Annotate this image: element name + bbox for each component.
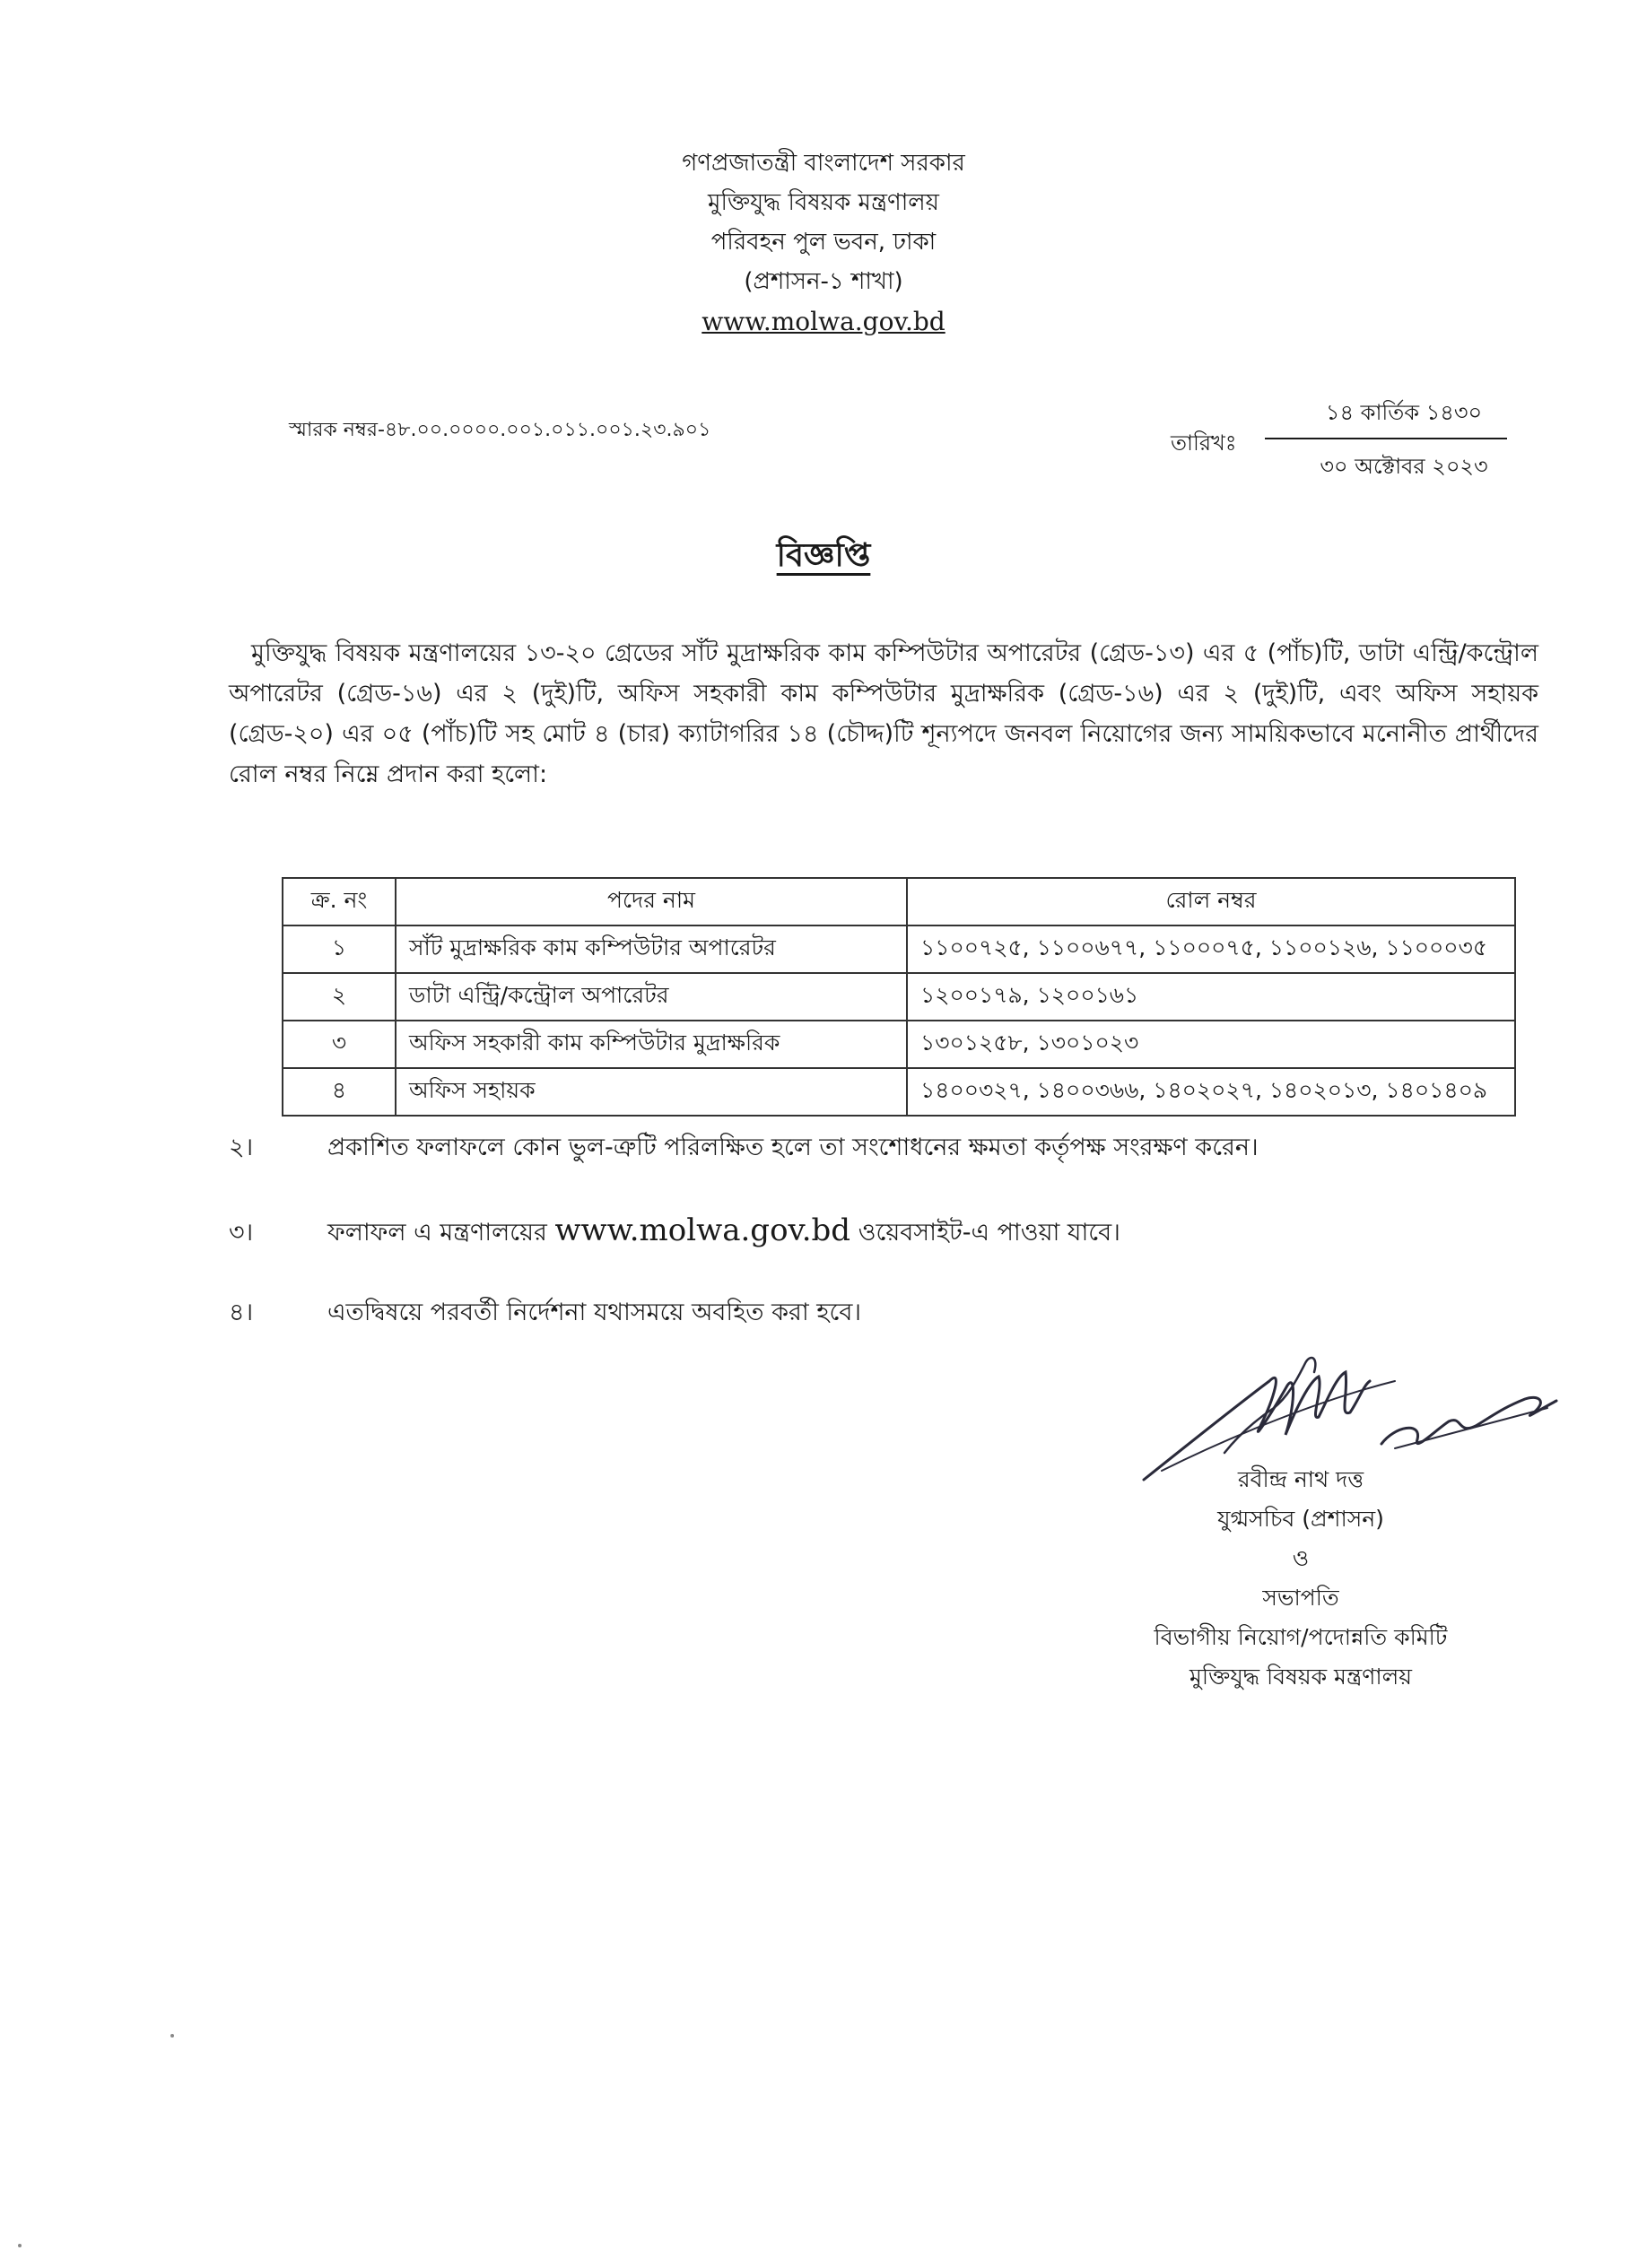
letterhead [0,143,1647,343]
govt-name: গণপ্রজাতন্ত্রী বাংলাদেশ সরকার [682,150,965,177]
header-post: পদের নাম [396,878,907,925]
scan-speck [170,2034,174,2038]
results-table [282,877,1516,1117]
table-header-row [283,878,1515,925]
row-rolls: ১২০০১৭৯, ১২০০১৬১ [907,973,1515,1021]
row-serial: ২ [283,973,396,1021]
scan-speck [18,2244,22,2247]
date-bangla: ১৪ কার্তিক ১৪৩০ [1325,400,1483,425]
row-post: অফিস সহকারী কাম কম্পিউটার মুদ্রাক্ষরিক [396,1021,907,1068]
point-text-before: ফলাফল এ মন্ত্রণালয়ের [327,1219,547,1247]
point-number: ৩। [229,1219,254,1247]
website-link[interactable]: www.molwa.gov.bd [554,1212,851,1248]
row-rolls: ১৪০০৩২৭, ১৪০০৩৬৬, ১৪০২০২৭, ১৪০২০১৩, ১৪০১৪০৯ [907,1068,1515,1116]
header-website-link[interactable]: www.molwa.gov.bd [702,307,946,336]
row-serial: ৩ [283,1021,396,1068]
signatory-block [1112,1460,1489,1697]
date-english: ৩০ অক্টোবর ২০২৩ [1320,454,1488,479]
point-number: ৪। [229,1299,254,1326]
point-text: প্রকাশিত ফলাফলে কোন ভুল-ত্রুটি পরিলক্ষিত হলে তা সংশোধনের ক্ষমতা কর্তৃপক্ষ সংরক্ষণ করেন। [327,1134,1259,1161]
notice-title-text: বিজ্ঞপ্তি [776,537,871,574]
point-3 [229,1211,1120,1253]
point-text: এতদ্বিষয়ে পরবর্তী নির্দেশনা যথাসময়ে অবহিত করা হবে। [327,1299,862,1326]
table-row [283,973,1515,1021]
row-serial: ৪ [283,1068,396,1116]
point-number: ২। [229,1134,254,1161]
row-serial: ১ [283,925,396,973]
row-rolls: ১১০০৭২৫, ১১০০৬৭৭, ১১০০০৭৫, ১১০০১২৬, ১১০০০৩৫ [907,925,1515,973]
point-text-after: ওয়েবসাইট-এ পাওয়া যাবে। [858,1219,1120,1247]
office-address: পরিবহন পুল ভবন, ঢাকা [710,229,937,256]
header-serial: ক্র. নং [283,878,396,925]
ministry-name: মুক্তিযুদ্ধ বিষয়ক মন্ত্রণালয় [708,189,939,216]
header-roll: রোল নম্বর [907,878,1515,925]
signatory-committee: বিভাগীয় নিয়োগ/পদোন্নতি কমিটি [1154,1624,1448,1650]
table-row [283,1021,1515,1068]
branch-name: (প্রশাসন-১ শাখা) [744,268,903,295]
row-rolls: ১৩০১২৫৮, ১৩০১০২৩ [907,1021,1515,1068]
row-post: অফিস সহায়ক [396,1068,907,1116]
signatory-role: সভাপতি [1262,1585,1339,1611]
table-row [283,1068,1515,1116]
point-2 [229,1128,1259,1168]
date-label: তারিখঃ [1171,430,1237,456]
signatory-name: রবীন্দ্র নাথ দত্ত [1237,1466,1364,1492]
signatory-designation: যুগ্মসচিব (প্রশাসন) [1217,1506,1384,1532]
date-values [1265,395,1507,484]
signatory-conjunction: ও [1292,1545,1310,1571]
table-row [283,925,1515,973]
row-post: সাঁট মুদ্রাক্ষরিক কাম কম্পিউটার অপারেটর [396,925,907,973]
point-4 [229,1293,861,1333]
memo-number: স্মারক নম্বর-৪৮.০০.০০০০.০০১.০১১.০০১.২৩.৯০১ [289,419,711,441]
row-post: ডাটা এন্ট্রি/কন্ট্রোল অপারেটর [396,973,907,1021]
signatory-ministry: মুক্তিযুদ্ধ বিষয়ক মন্ত্রণালয় [1190,1664,1412,1690]
date-divider [1265,438,1507,439]
notice-body: মুক্তিযুদ্ধ বিষয়ক মন্ত্রণালয়ের ১৩-২০ গ্রেডের সাঁট মুদ্রাক্ষরিক কাম কম্পিউটার অপারেটর (গ্রেড-১৩) এর ৫ (পাঁচ)টি, ডাটা এন্ট্রি/কন্ট্রোল অপারেটর (গ্রেড-১৬) এর ২ (দুই)টি, অফিস সহকারী কাম কম্পিউটার মুদ্রাক্ষরিক (গ্রেড-১৬) এর ২ (দুই)টি, এবং অফিস সহায়ক (গ্রেড-২০) এর ০৫ (পাঁচ)টি সহ মোট ৪ (চার) ক্যাটাগরির ১৪ (চৌদ্দ)টি শূন্যপদে জনবল নিয়োগের জন্য সাময়িকভাবে মনোনীত প্রার্থীদের রোল নম্বর নিম্নে প্রদান করা হলো: [229,639,1538,788]
notice-title [0,531,1647,585]
